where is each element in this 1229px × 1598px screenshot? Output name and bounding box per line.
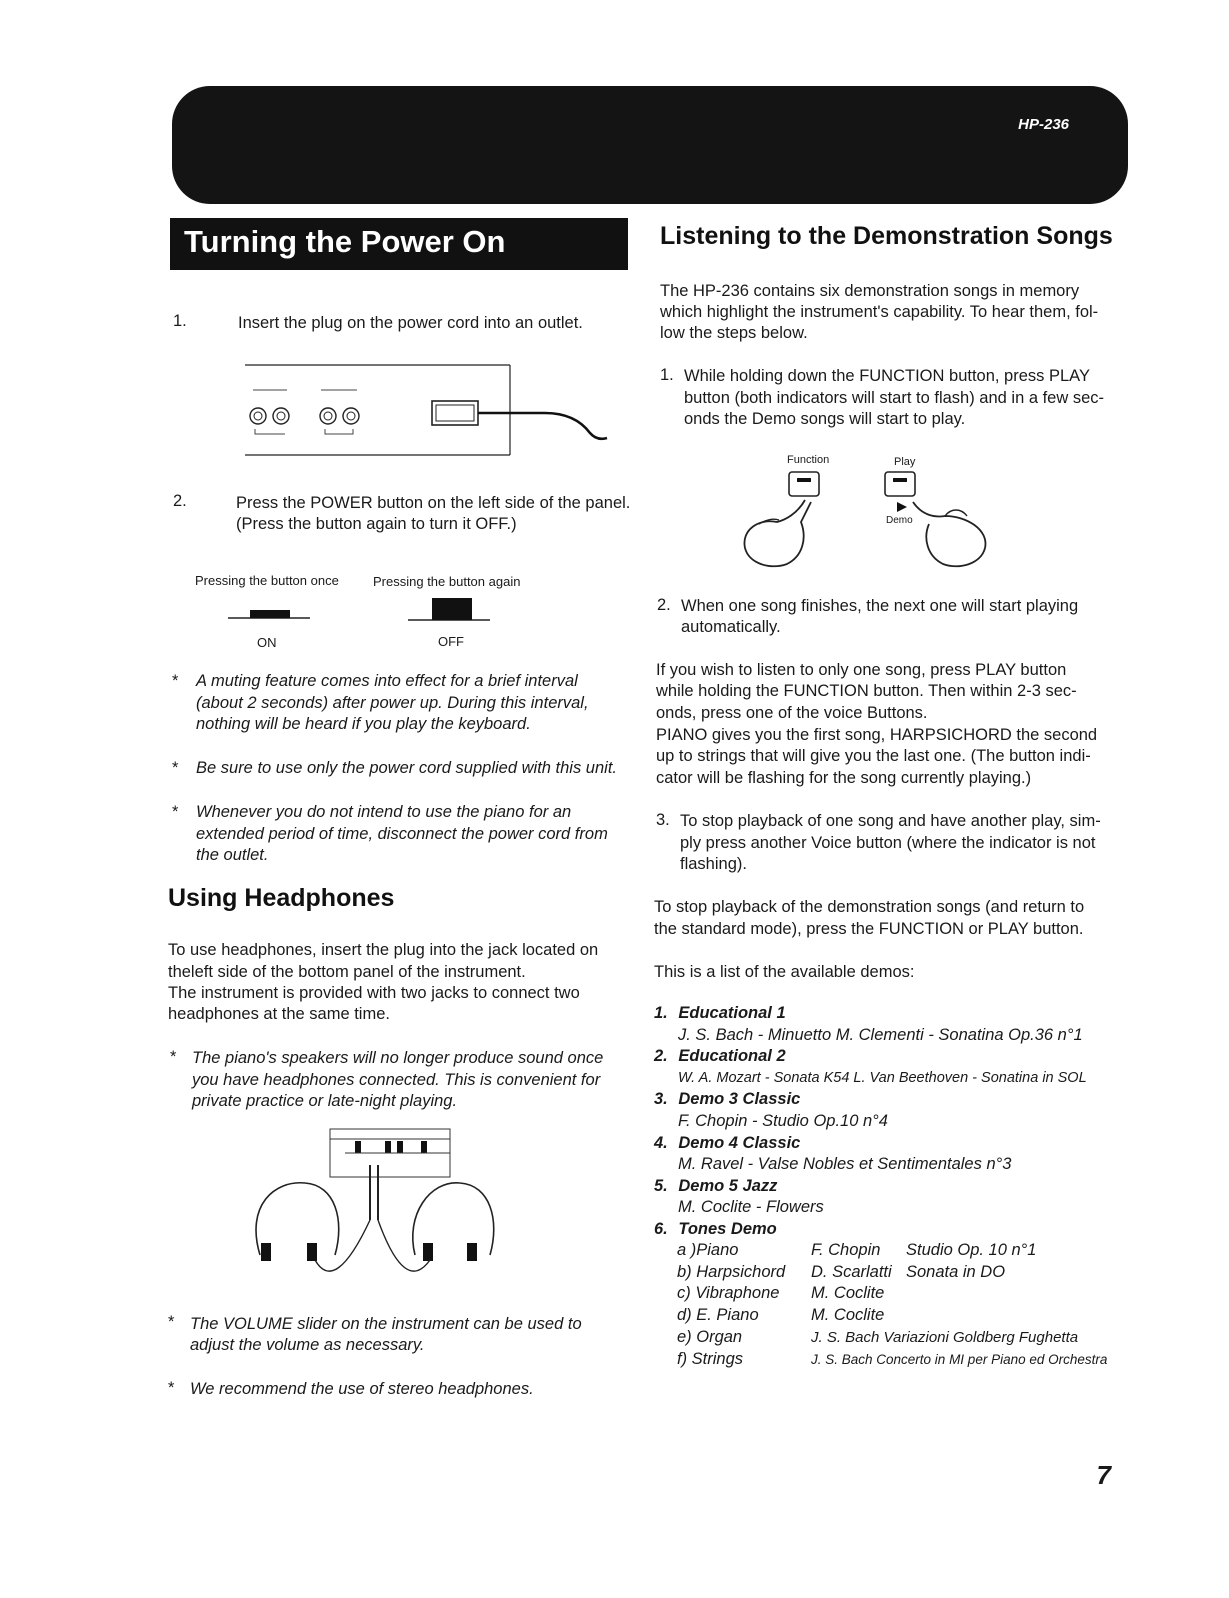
demo-p2-line6: cator will be flashing for the song currently playing.)	[656, 769, 1032, 787]
tone-voice: f) Strings	[677, 1350, 744, 1368]
demo-item-title: Educational 1	[678, 1004, 786, 1022]
demo-item-number: 4.	[654, 1133, 668, 1152]
fig-demo-label: Demo	[886, 515, 913, 526]
demo-item	[654, 1003, 1124, 1025]
tone-voice: d) E. Piano	[677, 1306, 759, 1324]
demo-item-title: Demo 3 Classic	[678, 1090, 801, 1109]
demo-item-sub: W. A. Mozart - Sonata K54 L. Van Beethoven - Sonatina in SOL	[678, 1069, 1087, 1086]
rear-panel-illustration	[245, 363, 615, 463]
demo-p2-line2: while holding the FUNCTION button. Then within 2-3 sec-	[656, 682, 1077, 700]
demo-intro-line3: low the steps below.	[660, 324, 808, 342]
bullet-star: *	[172, 672, 179, 690]
demo-item-number: 5.	[654, 1176, 668, 1195]
demo-p2-line1: If you wish to listen to only one song, press PLAY button	[656, 661, 1067, 679]
power-note3-line1: Whenever you do not intend to use the piano for an	[196, 803, 572, 821]
demo-item-number: 2.	[654, 1047, 668, 1066]
tone-piece: Sonata in DO	[906, 1263, 1006, 1281]
tone-voice: b) Harpsichord	[677, 1263, 786, 1281]
demo-item	[654, 1089, 1124, 1111]
demo-item-sub: J. S. Bach - Minuetto M. Clementi - Sonatina Op.36 n°1	[678, 1025, 1083, 1044]
bullet-star: *	[170, 1048, 177, 1066]
tone-voice: a )Piano	[677, 1241, 739, 1259]
power-note3-line3: the outlet.	[196, 846, 269, 864]
headphones-illustration	[245, 1125, 505, 1295]
power-note2: Be sure to use only the power cord supplied with this unit.	[196, 759, 617, 777]
demo-item-sub: F. Chopin - Studio Op.10 n°4	[678, 1111, 888, 1130]
fig-function-label: Function	[787, 454, 830, 466]
power-step2-number: 2.	[173, 492, 187, 510]
bullet-star: *	[168, 1313, 175, 1331]
demo-p3-line1: To stop playback of the demonstration songs (and return to	[654, 898, 1085, 916]
demo-item	[654, 1046, 1124, 1068]
demo-step3-line1: To stop playback of one song and have another play, sim-	[680, 812, 1101, 830]
demo-item-number: 3.	[654, 1090, 668, 1109]
demo-section-title: Listening to the Demonstration Songs	[660, 222, 1113, 250]
power-step1-number: 1.	[173, 312, 187, 330]
power-note3-line2: extended period of time, disconnect the power cord from	[196, 825, 608, 843]
headphones-p1-line3: The instrument is provided with two jacks to connect two	[168, 984, 580, 1002]
demo-p3-line2: the standard mode), press the FUNCTION or PLAY button.	[654, 920, 1084, 938]
bullet-star: *	[168, 1379, 175, 1397]
demo-step2-line1: When one song finishes, the next one will start playing	[681, 597, 1079, 615]
demo-item-sub: M. Coclite - Flowers	[678, 1198, 824, 1217]
demo-list	[654, 1003, 1124, 1241]
demo-step2-line2: automatically.	[681, 618, 781, 636]
demo-step1-line2: button (both indicators will start to flash) and in a few sec-	[684, 389, 1105, 407]
headphones-note3: We recommend the use of stereo headphones.	[190, 1380, 534, 1398]
headphones-note1-line2: you have headphones connected. This is convenient for	[192, 1071, 601, 1089]
demo-step2-number: 2.	[657, 596, 671, 614]
header-model: HP-236	[1018, 116, 1069, 133]
label-off: OFF	[438, 634, 464, 649]
headphones-note2-line2: adjust the volume as necessary.	[190, 1336, 425, 1354]
tone-voice: c) Vibraphone	[677, 1284, 780, 1302]
tone-composer: J. S. Bach Concerto in MI per Piano ed Orchestra	[811, 1352, 1108, 1367]
demo-item	[654, 1133, 1124, 1155]
demo-step1-number: 1.	[660, 366, 674, 384]
demo-step3-number: 3.	[656, 811, 670, 829]
headphones-note1-line3: private practice or late-night playing.	[192, 1092, 458, 1110]
power-note1-line3: nothing will be heard if you play the keyboard.	[196, 715, 531, 733]
demo-item-title: Demo 4 Classic	[678, 1133, 801, 1152]
demo-step3-line3: flashing).	[680, 855, 747, 873]
demo-p4: This is a list of the available demos:	[654, 963, 915, 981]
demo-intro-line1: The HP-236 contains six demonstration songs in memory	[660, 282, 1080, 300]
demo-item-number: 6.	[654, 1219, 668, 1238]
power-switch-illustration	[228, 596, 498, 624]
demo-item-title: Educational 2	[678, 1047, 786, 1066]
headphones-note2-line1: The VOLUME slider on the instrument can be used to	[190, 1315, 582, 1333]
power-section-title-box	[170, 218, 628, 270]
label-on: ON	[257, 635, 277, 650]
headphones-note1-line1: The piano's speakers will no longer produce sound once	[192, 1049, 604, 1067]
demo-item-sub: M. Ravel - Valse Nobles et Sentimentales n°3	[678, 1155, 1012, 1174]
headphones-p1-line1: To use headphones, insert the plug into the jack located on	[168, 941, 599, 959]
bullet-star: *	[172, 803, 179, 821]
tone-composer: D. Scarlatti	[811, 1263, 892, 1281]
demo-step1-line1: While holding down the FUNCTION button, press PLAY	[684, 367, 1090, 385]
power-note1-line2: (about 2 seconds) after power up. During this interval,	[196, 694, 589, 712]
caption-pressing-again: Pressing the button again	[373, 574, 521, 589]
tone-piece: Studio Op. 10 n°1	[906, 1241, 1037, 1259]
page-number: 7	[1096, 1460, 1111, 1490]
power-step1-text: Insert the plug on the power cord into an outlet.	[238, 314, 583, 332]
caption-pressing-once: Pressing the button once	[195, 573, 339, 588]
headphones-p1-line4: headphones at the same time.	[168, 1005, 390, 1023]
tone-composer: F. Chopin	[811, 1241, 881, 1259]
tone-composer: J. S. Bach Variazioni Goldberg Fughetta	[811, 1329, 1079, 1346]
power-note1-line1: A muting feature comes into effect for a brief interval	[196, 672, 578, 690]
demo-item	[654, 1176, 1124, 1198]
demo-intro-line2: which highlight the instrument's capability. To hear them, fol-	[660, 303, 1099, 321]
function-play-illustration	[735, 468, 1000, 573]
power-section-title: Turning the Power On	[184, 224, 506, 259]
fig-play-label: Play	[894, 456, 916, 468]
demo-step1-line3: onds the Demo songs will start to play.	[684, 410, 966, 428]
tone-composer: M. Coclite	[811, 1284, 885, 1302]
power-step2-line1: Press the POWER button on the left side of the panel.	[236, 494, 631, 512]
header-band	[172, 86, 1128, 204]
demo-step3-line2: ply press another Voice button (where the indicator is not	[680, 834, 1096, 852]
tone-voice: e) Organ	[677, 1328, 743, 1346]
demo-item-title: Tones Demo	[678, 1219, 777, 1238]
demo-item	[654, 1219, 1124, 1241]
headphones-section-title: Using Headphones	[168, 884, 395, 912]
demo-item-title: Demo 5 Jazz	[678, 1176, 778, 1195]
demo-p2-line4: PIANO gives you the first song, HARPSICHORD the second	[656, 726, 1098, 744]
power-step2-line2: (Press the button again to turn it OFF.)	[236, 515, 517, 533]
demo-p2-line3: onds, press one of the voice Buttons.	[656, 704, 928, 722]
demo-item-number: 1.	[654, 1004, 668, 1022]
headphones-p1-line2: theleft side of the bottom panel of the instrument.	[168, 963, 526, 981]
bullet-star: *	[172, 759, 179, 777]
demo-p2-line5: up to strings that will give you the last one. (The button indi-	[656, 747, 1091, 765]
tone-composer: M. Coclite	[811, 1306, 885, 1324]
